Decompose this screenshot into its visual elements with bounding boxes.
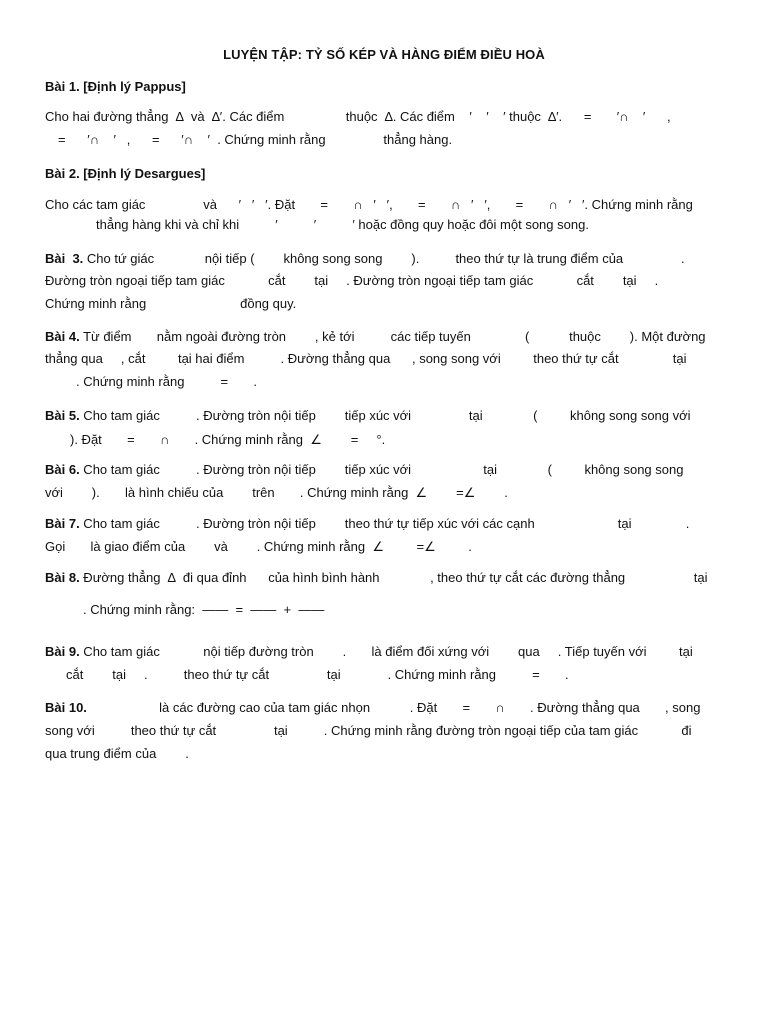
exercise-2-heading: Bài 2. [Định lý Desargues] [45, 166, 206, 181]
exercise-8-line-1 [45, 570, 708, 586]
exercise-1-heading: Bài 1. [Định lý Pappus] [45, 79, 186, 94]
exercise-3-text-1: Cho tứ giác nội tiếp ( không song song ). theo thứ tự là trung điểm của . [83, 251, 685, 266]
exercise-1-line-1: Cho hai đường thẳng ∆ và ∆′. Các điểm thuộc ∆. Các điểm ′ ′ ′ thuộc ∆′. = ′∩ ′ , [45, 109, 671, 124]
exercise-7-line-2: Gọi là giao điểm của và . Chứng minh rằng ∠ =∠ . [45, 539, 472, 554]
exercise-6-line-2: với ). là hình chiếu của trên . Chứng minh rằng ∠ =∠ . [45, 485, 508, 500]
exercise-4-label: Bài 4. [45, 329, 80, 344]
exercise-3-line-1 [45, 251, 685, 267]
exercise-8-label: Bài 8. [45, 570, 80, 585]
exercise-6-text-1: Cho tam giác . Đường tròn nội tiếp tiếp xúc với tại ( không song song [79, 462, 684, 477]
exercise-8-line-2: . Chứng minh rằng: —— = —— + —— [83, 602, 325, 617]
exercise-7-text-1: Cho tam giác . Đường tròn nội tiếp theo thứ tự tiếp xúc với các cạnh tại . [79, 516, 690, 531]
exercise-6-line-1 [45, 462, 683, 478]
exercise-3-label: Bài 3. [45, 251, 84, 266]
page-title: LUYỆN TẬP: TỶ SỐ KÉP VÀ HÀNG ĐIỂM ĐIỀU HOÀ [223, 47, 545, 62]
exercise-10-line-2: song với theo thứ tự cắt tại . Chứng minh rằng đường tròn ngoại tiếp của tam giác đi [45, 723, 692, 738]
exercise-3-line-2: Đường tròn ngoại tiếp tam giác cắt tại . Đường tròn ngoại tiếp tam giác cắt tại . [45, 273, 659, 288]
exercise-3-line-3: Chứng minh rằng đồng quy. [45, 296, 297, 311]
exercise-7-label: Bài 7. [45, 516, 80, 531]
exercise-1-line-2: = ′∩ ′ , = ′∩ ′ . Chứng minh rằng thẳng hàng. [58, 132, 453, 147]
exercise-5-line-2: ). Đặt = ∩ . Chứng minh rằng ∠ = °. [70, 432, 386, 447]
exercise-5-text-1: Cho tam giác . Đường tròn nội tiếp tiếp xúc với tại ( không song song với [79, 408, 691, 423]
exercise-8-text-1: Đường thẳng ∆ đi qua đỉnh của hình bình hành , theo thứ tự cắt các đường thẳng tại [79, 570, 708, 585]
exercise-2-line-2: thẳng hàng khi và chỉ khi ′ ′ ′ hoặc đồng quy hoặc đôi một song song. [96, 217, 589, 232]
exercise-4-line-1 [45, 329, 706, 345]
exercise-2-line-1: Cho các tam giác và ′ ′ ′. Đặt = ∩ ′ ′, = ∩ ′ ′, = ∩ ′ ′. Chứng minh rằng [45, 197, 693, 212]
exercise-9-text-1: Cho tam giác nội tiếp đường tròn . là điểm đối xứng với qua . Tiếp tuyến với tại [79, 644, 693, 659]
exercise-5-label: Bài 5. [45, 408, 80, 423]
exercise-6-label: Bài 6. [45, 462, 80, 477]
exercise-10-line-3: qua trung điểm của . [45, 746, 189, 761]
exercise-10-text-1: là các đường cao của tam giác nhọn . Đặt = ∩ . Đường thẳng qua , song [86, 700, 701, 715]
exercise-9-label: Bài 9. [45, 644, 80, 659]
exercise-4-line-2: thẳng qua , cắt tại hai điểm . Đường thẳng qua , song song với theo thứ tự cắt tại [45, 351, 687, 366]
exercise-10-line-1 [45, 700, 700, 716]
exercise-4-text-1: Từ điểm nằm ngoài đường tròn , kẻ tới các tiếp tuyến ( thuộc ). Một đường [79, 329, 706, 344]
exercise-9-line-1 [45, 644, 693, 660]
exercise-5-line-1 [45, 408, 691, 424]
exercise-4-line-3: . Chứng minh rằng = . [76, 374, 258, 389]
exercise-7-line-1 [45, 516, 689, 532]
exercise-10-label: Bài 10. [45, 700, 87, 715]
exercise-9-line-2: cắt tại . theo thứ tự cắt tại . Chứng minh rằng = . [66, 667, 569, 682]
